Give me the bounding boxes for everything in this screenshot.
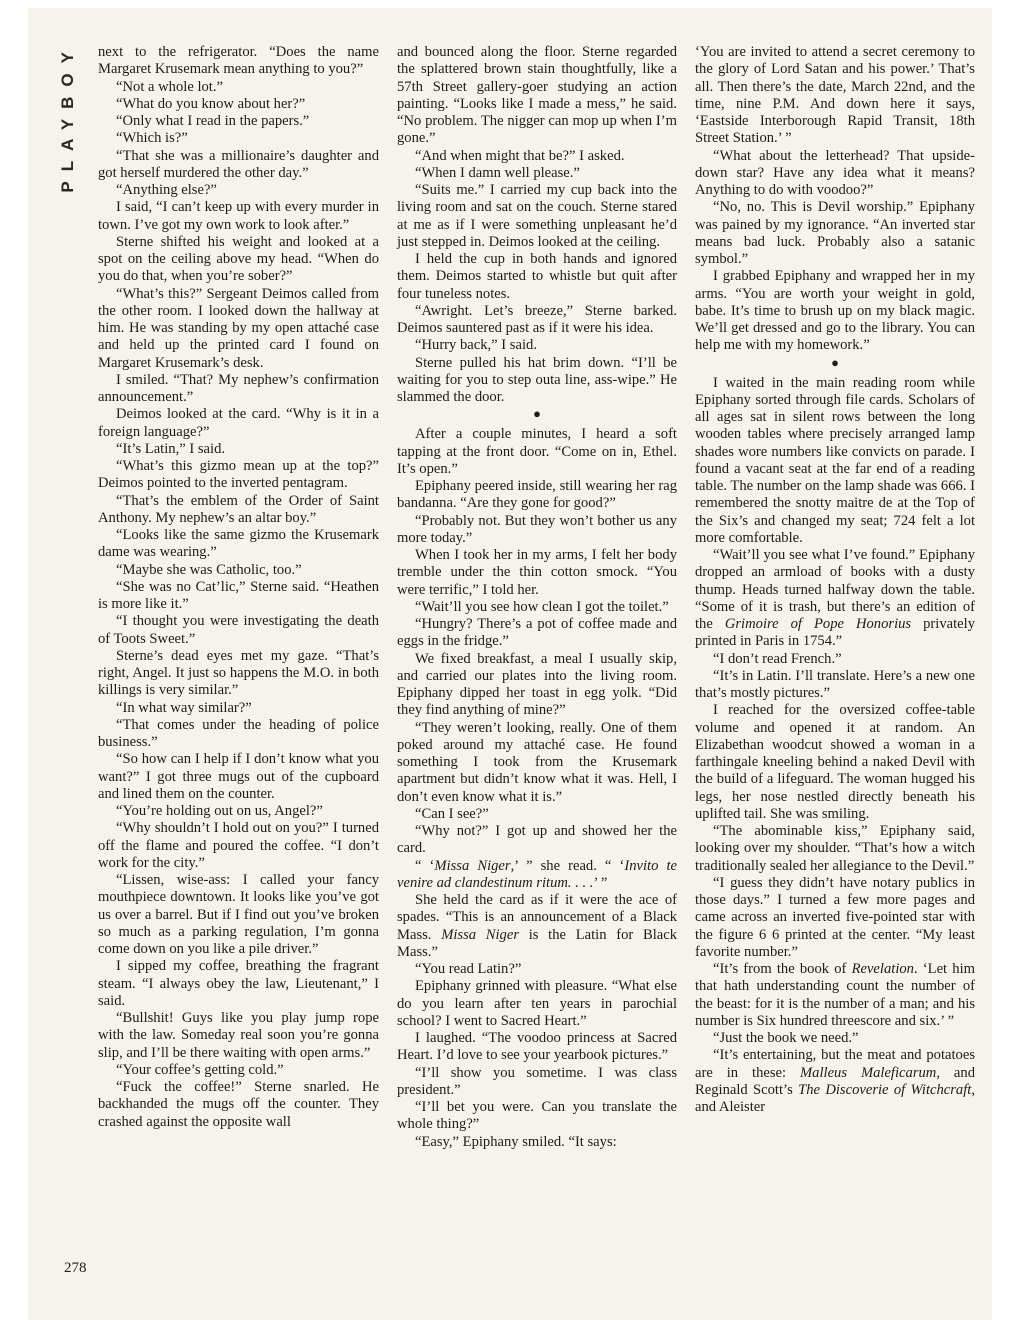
paragraph: “What’s this?” Sergeant Deimos called from the other room. I looked down the hallway at him. He was standing by my open attaché case and held up the printed card I found on Margaret Krusemark’s desk. — [98, 285, 379, 371]
paragraph: “Hurry back,” I said. — [415, 337, 537, 354]
paragraph: “It’s Latin,” I said. — [116, 440, 226, 457]
paragraph: We fixed breakfast, a meal I usually skip, and carried our plates into the living room. Epiphany dipped her toast in egg yolk. “Did they find anything of mine?” — [397, 650, 677, 719]
paragraph: “I’ll bet you were. Can you translate the whole thing?” — [397, 1099, 677, 1133]
paragraph: I grabbed Epiphany and wrapped her in my arms. “You are worth your weight in gold, babe. It’s time to brush up on my black magic. We’ll get dressed and go to the library. You can help me with my homework.” — [695, 268, 975, 354]
paragraph: Sterne pulled his hat brim down. “I’ll be waiting for you to step outa line, ass-wipe.” He slammed the door. — [397, 354, 677, 405]
paragraph: “Anything else?” — [116, 182, 217, 198]
paragraph: Epiphany peered inside, still wearing her rag bandanna. “Are they gone for good?” — [397, 478, 677, 512]
paragraph: She held the card as if it were the ace of spades. “This is an announcement of a Black Mass. Missa Niger is the Latin for Black Mass.” — [397, 892, 677, 960]
text-column-2 — [397, 44, 677, 1151]
paragraph: Deimos looked at the card. “Why is it in a foreign language?” — [98, 406, 379, 440]
paragraph: “ ‘Missa Niger,’ ” she read. “ ‘Invito te venire ad clandestinum ritum. . . .’ ” — [397, 857, 677, 891]
paragraph: “Suits me.” I carried my cup back into the living room and sat on the couch. Sterne stared at me as if I were something unpleasant he’d just stepped in. Deimos looked at the ceiling. — [397, 182, 677, 250]
paragraph: “I don’t read French.” — [713, 650, 842, 667]
paragraph: “So how can I help if I don’t know what you want?” I got three mugs out of the cupboard and lined them on the counter. — [98, 751, 379, 802]
paragraph: “It’s in Latin. I’ll translate. Here’s a new one that’s mostly pictures.” — [695, 667, 975, 701]
text-column-3 — [695, 44, 975, 1116]
paragraph: When I took her in my arms, I felt her body tremble under the thin cotton smock. “You were terrific,” I told her. — [397, 547, 677, 598]
paragraph: “Just the book we need.” — [713, 1030, 859, 1046]
paragraph: I said, “I can’t keep up with every murder in town. I’ve got my own work to look after.” — [98, 199, 379, 233]
paragraph: ‘You are invited to attend a secret ceremony to the glory of Lord Satan and his power.’ That’s all. Then there’s the date, March 22nd, and the time, nine P.M. And down here it says, ‘Eastside Interborough Rapid Transit, 18th Street Station.’ ” — [695, 44, 975, 147]
paragraph: After a couple minutes, I heard a soft tapping at the front door. “Come on in, Ethel. It’s open.” — [397, 426, 677, 477]
paragraph: “She was no Cat’lic,” Sterne said. “Heathen is more like it.” — [98, 578, 379, 612]
paragraph: “Fuck the coffee!” Sterne snarled. He backhanded the mugs off the counter. They crashed against the opposite wall — [98, 1079, 379, 1130]
paragraph: “Lissen, wise-ass: I called your fancy mouthpiece downtown. It looks like you’ve got us over a barrel. But if I find out you’ve broken so much as a parking regulation, I’m gonna come down on you like a pile driver.” — [98, 872, 379, 957]
paragraph: “In what way similar?” — [116, 699, 252, 716]
paragraph: I laughed. “The voodoo princess at Sacred Heart. I’d love to see your yearbook pictures.” — [397, 1030, 677, 1064]
paragraph: I reached for the oversized coffee-table volume and opened it at random. An Elizabethan woodcut showed a woman in a farthingale kneeling behind a naked Devil with the build of a lifeguard. The woman hugged his legs, her nose nestled directly beneath his uplifted tail. She was smiling. — [695, 702, 975, 822]
paragraph: “When I damn well please.” — [415, 164, 580, 181]
paragraph: “That comes under the heading of police business.” — [98, 716, 379, 750]
paragraph: next to the refrigerator. “Does the name Margaret Krusemark mean anything to you?” — [98, 44, 379, 78]
paragraph: “Awright. Let’s breeze,” Sterne barked. Deimos sauntered past as if it were his idea. — [397, 302, 677, 336]
magazine-masthead: PLAYBOY — [58, 42, 77, 193]
text-column-1 — [98, 44, 379, 1131]
paragraph: “That she was a millionaire’s daughter and got herself murdered the other day.” — [98, 147, 379, 181]
paragraph: “Why not?” I got up and showed her the card. — [397, 823, 677, 857]
paragraph: “Wait’ll you see how clean I got the toilet.” — [415, 598, 669, 615]
paragraph: I smiled. “That? My nephew’s confirmation announcement.” — [98, 371, 379, 405]
paragraph: “Easy,” Epiphany smiled. “It says: — [415, 1133, 617, 1150]
paragraph: I sipped my coffee, breathing the fragrant steam. “I always obey the law, Lieutenant,” I said. — [98, 958, 379, 1009]
paragraph: “It’s from the book of Revelation. ‘Let him that hath understanding count the number of the beast: for it is the number of a man; and his number is Six hundred threescore and six.’ ” — [695, 961, 975, 1029]
section-break-bullet: ● — [533, 406, 541, 422]
paragraph: “That’s the emblem of the Order of Saint Anthony. My nephew’s an altar boy.” — [98, 492, 379, 526]
paragraph: Sterne’s dead eyes met my gaze. “That’s right, Angel. It just so happens the M.O. in both killings is very similar.” — [98, 647, 379, 699]
paragraph: “What’s this gizmo mean up at the top?” Deimos pointed to the inverted pentagram. — [98, 458, 379, 492]
section-break-bullet: ● — [831, 354, 839, 370]
paragraph: “Can I see?” — [415, 805, 489, 822]
page-number: 278 — [64, 1260, 87, 1276]
paragraph: “And when might that be?” I asked. — [415, 147, 625, 164]
paragraph: I held the cup in both hands and ignored them. Deimos started to whistle but quit after four tuneless notes. — [397, 251, 677, 302]
paragraph: “Only what I read in the papers.” — [116, 113, 310, 129]
magazine-page — [28, 8, 992, 1320]
paragraph: “I guess they didn’t have notary publics in those days.” I turned a few more pages and came across an inverted five-pointed star with the figure 6 6 printed at the center. “My least favorite number.” — [695, 874, 975, 960]
paragraph: “They weren’t looking, really. One of them poked around my attaché case. He found something I took from the Krusemark apartment but didn’t know what it was. Hell, I don’t even know what it is.” — [397, 719, 677, 805]
paragraph: “Not a whole lot.” — [116, 78, 223, 95]
paragraph: “Maybe she was Catholic, too.” — [116, 561, 302, 578]
paragraph: “What do you know about her?” — [116, 95, 306, 112]
paragraph: “You’re holding out on us, Angel?” — [116, 803, 323, 819]
paragraph: “No, no. This is Devil worship.” Epiphany was pained by my ignorance. “An inverted star means bad luck. Probably also a satanic symbol.” — [695, 199, 975, 267]
paragraph: “Which is?” — [116, 130, 188, 147]
paragraph: Sterne shifted his weight and looked at a spot on the ceiling above my head. “When do you do that, when you’re sober?” — [98, 233, 379, 285]
paragraph: “I’ll show you sometime. I was class president.” — [397, 1064, 677, 1098]
paragraph: I waited in the main reading room while Epiphany sorted through file cards. Scholars of all ages sat in silent rows between the long wooden tables where precisely arranged lamp shades wore numbers like convicts on parade. I found a vacant seat at the far end of a reading table. The number on the lamp shade was 666. I remembered the snotty maitre de at the Top of the Six’s and changed my seat; 724 felt a lot more comfortable. — [695, 374, 975, 546]
paragraph: “Hungry? There’s a pot of coffee made and eggs in the fridge.” — [397, 616, 677, 650]
paragraph: “Looks like the same gizmo the Krusemark dame was wearing.” — [98, 527, 379, 561]
paragraph: “Your coffee’s getting cold.” — [116, 1061, 284, 1078]
paragraph: “It’s entertaining, but the meat and potatoes are in these: Malleus Maleficarum, and Reginald Scott’s The Discoverie of Witchcraft, and Aleister — [695, 1047, 975, 1115]
paragraph: “The abominable kiss,” Epiphany said, looking over my shoulder. “That’s how a witch traditionally sealed her allegiance to the Devil.” — [695, 823, 975, 874]
paragraph: “I thought you were investigating the death of Toots Sweet.” — [98, 613, 379, 647]
paragraph: “Bullshit! Guys like you play jump rope with the law. Someday real soon you’re gonna slip, and I’ll be there waiting with open arms.” — [98, 1010, 379, 1061]
paragraph: “Wait’ll you see what I’ve found.” Epiphany dropped an armload of books with a dusty thump. Heads turned halfway down the table. “Some of it is trash, but there’s an edition of the Grimoire of Pope Honorius privately printed in Paris in 1754.” — [695, 547, 975, 650]
paragraph: “Why shouldn’t I hold out on you?” I turned off the flame and poured the coffee. “I don’t work for the city.” — [98, 820, 379, 871]
paragraph: “What about the letterhead? That upside-down star? Have any idea what it means? Anything to do with voodoo?” — [695, 147, 975, 198]
paragraph: Epiphany grinned with pleasure. “What else do you learn after ten years in parochial school? I went to Sacred Heart.” — [397, 978, 677, 1029]
paragraph: and bounced along the floor. Sterne regarded the splattered brown stain thoughtfully, like a 57th Street gallery-goer studying an action painting. “Looks like I made a mess,” he said. “No problem. The nigger can mop up when I’m gone.” — [397, 44, 677, 147]
paragraph: “You read Latin?” — [415, 961, 522, 977]
paragraph: “Probably not. But they won’t bother us any more today.” — [397, 512, 677, 546]
